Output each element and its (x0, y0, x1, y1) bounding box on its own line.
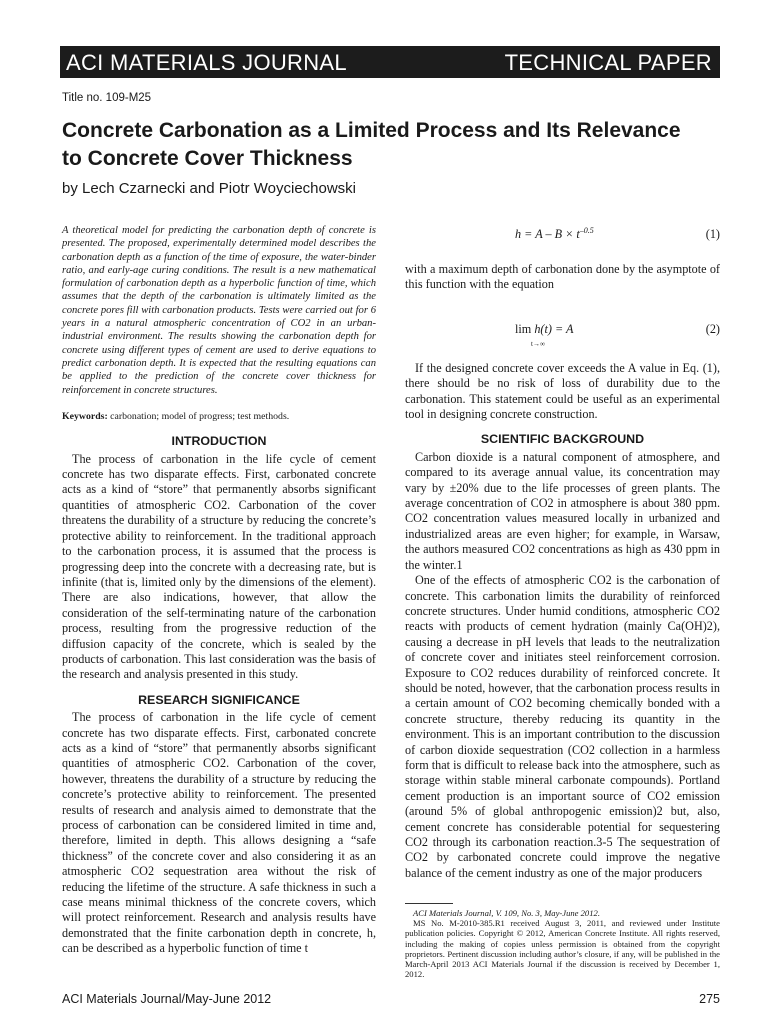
introduction-heading: INTRODUCTION (171, 434, 267, 449)
footnote-divider (405, 903, 453, 904)
equation-1-exponent: –0.5 (579, 225, 594, 235)
equation-1-expression: h = A – B × t (515, 227, 580, 241)
equation-2 (405, 319, 720, 353)
keywords-label: Keywords: (62, 410, 108, 422)
journal-header-bar (60, 46, 720, 78)
footer-journal-issue: ACI Materials Journal/May-June 2012 (62, 992, 272, 1006)
equation-lead-text: with a maximum depth of carbonation done by the asymptote of this function with the equation (405, 262, 720, 292)
keywords-text: carbonation; model of progress; test methods. (110, 410, 290, 422)
right-column (405, 224, 720, 881)
scientific-background-heading: SCIENTIFIC BACKGROUND (480, 432, 645, 447)
equation-1 (405, 224, 720, 246)
abstract: A theoretical model for predicting the carbonation depth of concrete is presented. The proposed, experimentally determined model describes the carbonation depth as a function of the time of exposure, the water-binder ratio, and early-age curing conditions. The result is a new mathematical formulation of carbonation depth as a hyperbolic function of time, which assumes that the depth of the carbonation is ultimately limited as the concrete pores fill with carbonation products. Tests were carried out for 6 years in a natural atmospheric concentration of CO2 in an urban-industrial environment. The results showing the carbonation depth for concrete using different types of cement are used to derive equations to predict carbonation depth. It is expected that the resulting equations can be applied to the prediction of the concrete cover thickness for reinforcement in concrete structures. (62, 225, 376, 396)
equation-follow-text: If the designed concrete cover exceeds the A value in Eq. (1), there should be no risk of loss of durability due to the carbonation. This statement could be useful as an experimental tool in designing concrete construction. (405, 360, 720, 422)
research-significance-heading: RESEARCH SIGNIFICANCE (138, 692, 300, 707)
article-title: Concrete Carbonation as a Limited Process and Its Relevance to Concrete Cover Thickness (62, 119, 681, 170)
equation-2-lim: lim (515, 321, 532, 336)
footnote-citation: ACI Materials Journal, V. 109, No. 3, May-June 2012. (413, 908, 600, 918)
page-number: 275 (699, 992, 720, 1006)
equation-2-number: (2) (705, 321, 720, 336)
equation-2-function: h(t) = A (534, 321, 574, 336)
scientific-background-paragraph-1: Carbon dioxide is a natural component of atmosphere, and compared to its average annual value, its concentration may vary by ±20% due to the life processes of green plants. The average concentration of CO2 in atmosphere is about 380 ppm. CO2 concentration values measured locally in urbanized and industrialized areas are even higher; for example, in Warsaw, the authors measured CO2 concentrations as high as 430 ppm in the winter.1 (405, 449, 720, 572)
footnote (405, 908, 720, 979)
equation-1-number: (1) (705, 227, 720, 241)
equation-2-subscript: t→∞ (531, 339, 545, 348)
author-byline: by Lech Czarnecki and Piotr Woyciechowski (62, 180, 357, 197)
title-number: Title no. 109-M25 (62, 92, 152, 104)
scientific-background-paragraph-2: One of the effects of atmospheric CO2 is the carbonation of concrete. This carbonation limits the durability of reinforced concrete structures. Under humid conditions, atmospheric CO2 reacts with products of cement hydration (mainly Ca(OH)2), causing a decrease in pH levels that leads to the neutralization of concrete cover and initiates steel reinforcement corrosion. Exposure to CO2 reduces durability of reinforced concrete. It should be noted, however, that the carbonation process results in a certain amount of CO2 becoming chemically bonded with a concrete structure, thereby reducing its quantity in the environment. This is an important contribution to the discussion of carbon dioxide sequestration (CO2 collection in a harmless form that is difficult to release back into the atmosphere, such as storage within stable mineral carbonate compounds). Portland cement production is an important source of CO2 emission (around 5% of global anthropogenic emission)2 but, also, cement concrete has considerable potential for sequestering CO2 through its carbonation reaction.3-5 The sequestration of CO2 by carbonated concrete could improve the negative balance of the cement industry as one of the major producers (405, 573, 720, 880)
journal-name: ACI MATERIALS JOURNAL (66, 50, 347, 75)
footnote-copyright: MS No. M-2010-385.R1 received August 3, 2011, and reviewed under Institute publication policies. Copyright © 2012, American Concrete Institute. All rights reserved, including the making of copies unless permission is obtained from the copyright proprietors. Pertinent discussion including author’s closure, if any, will be published in the March-April 2013 ACI Materials Journal if the discussion is received by December 1, 2012. (405, 918, 720, 980)
introduction-paragraph: The process of carbonation in the life cycle of cement concrete has two disparate effects. First, carbonated concrete acts as a kind of “store” that permanently absorbs significant quantities of atmospheric CO2. Carbonation of the cover threatens the durability of a structure by reducing the concrete’s protective ability to reinforcement. In the traditional approach to the carbonation process, it is assumed that the process is progressing deep into the concrete with a decreasing rate, but is infinite (that is, limited only by the dimensions of the element). There are also indications, however, that allow the consideration of the self-terminating nature of the carbonation process, resulting from the progressive reduction of the diffusion capacity of the concrete, which is sealed by the products of carbonation. This last consideration was the basis of the research and analysis presented in this study. (62, 451, 376, 682)
research-significance-paragraph: The process of carbonation in the life cycle of cement concrete has two disparate effects. First, carbonated concrete acts as a kind of “store” that permanently absorbs significant quantities of atmospheric CO2. Carbonation of the cover, however, threatens the durability of a structure by reducing the concrete’s protective ability to reinforcement. The presented results of research and analysis aimed to demonstrate that the process of carbonation can be considered limited in time and, therefore, limited in depth. This allows designing a “safe thickness” of the concrete cover and also considering it as an atmospheric CO2 sequestration area without the risk of reducing the lifetime of the structure. A safe thickness in such a case means minimal thickness of the concrete covers, which will protect reinforcement. Research and analysis results have demonstrated that the finite carbonation depth in concrete, h, can be described as a hyperbolic function of time t (62, 710, 376, 956)
paper-type-label: TECHNICAL PAPER (504, 50, 712, 75)
keywords (62, 409, 376, 424)
left-column (62, 224, 376, 957)
